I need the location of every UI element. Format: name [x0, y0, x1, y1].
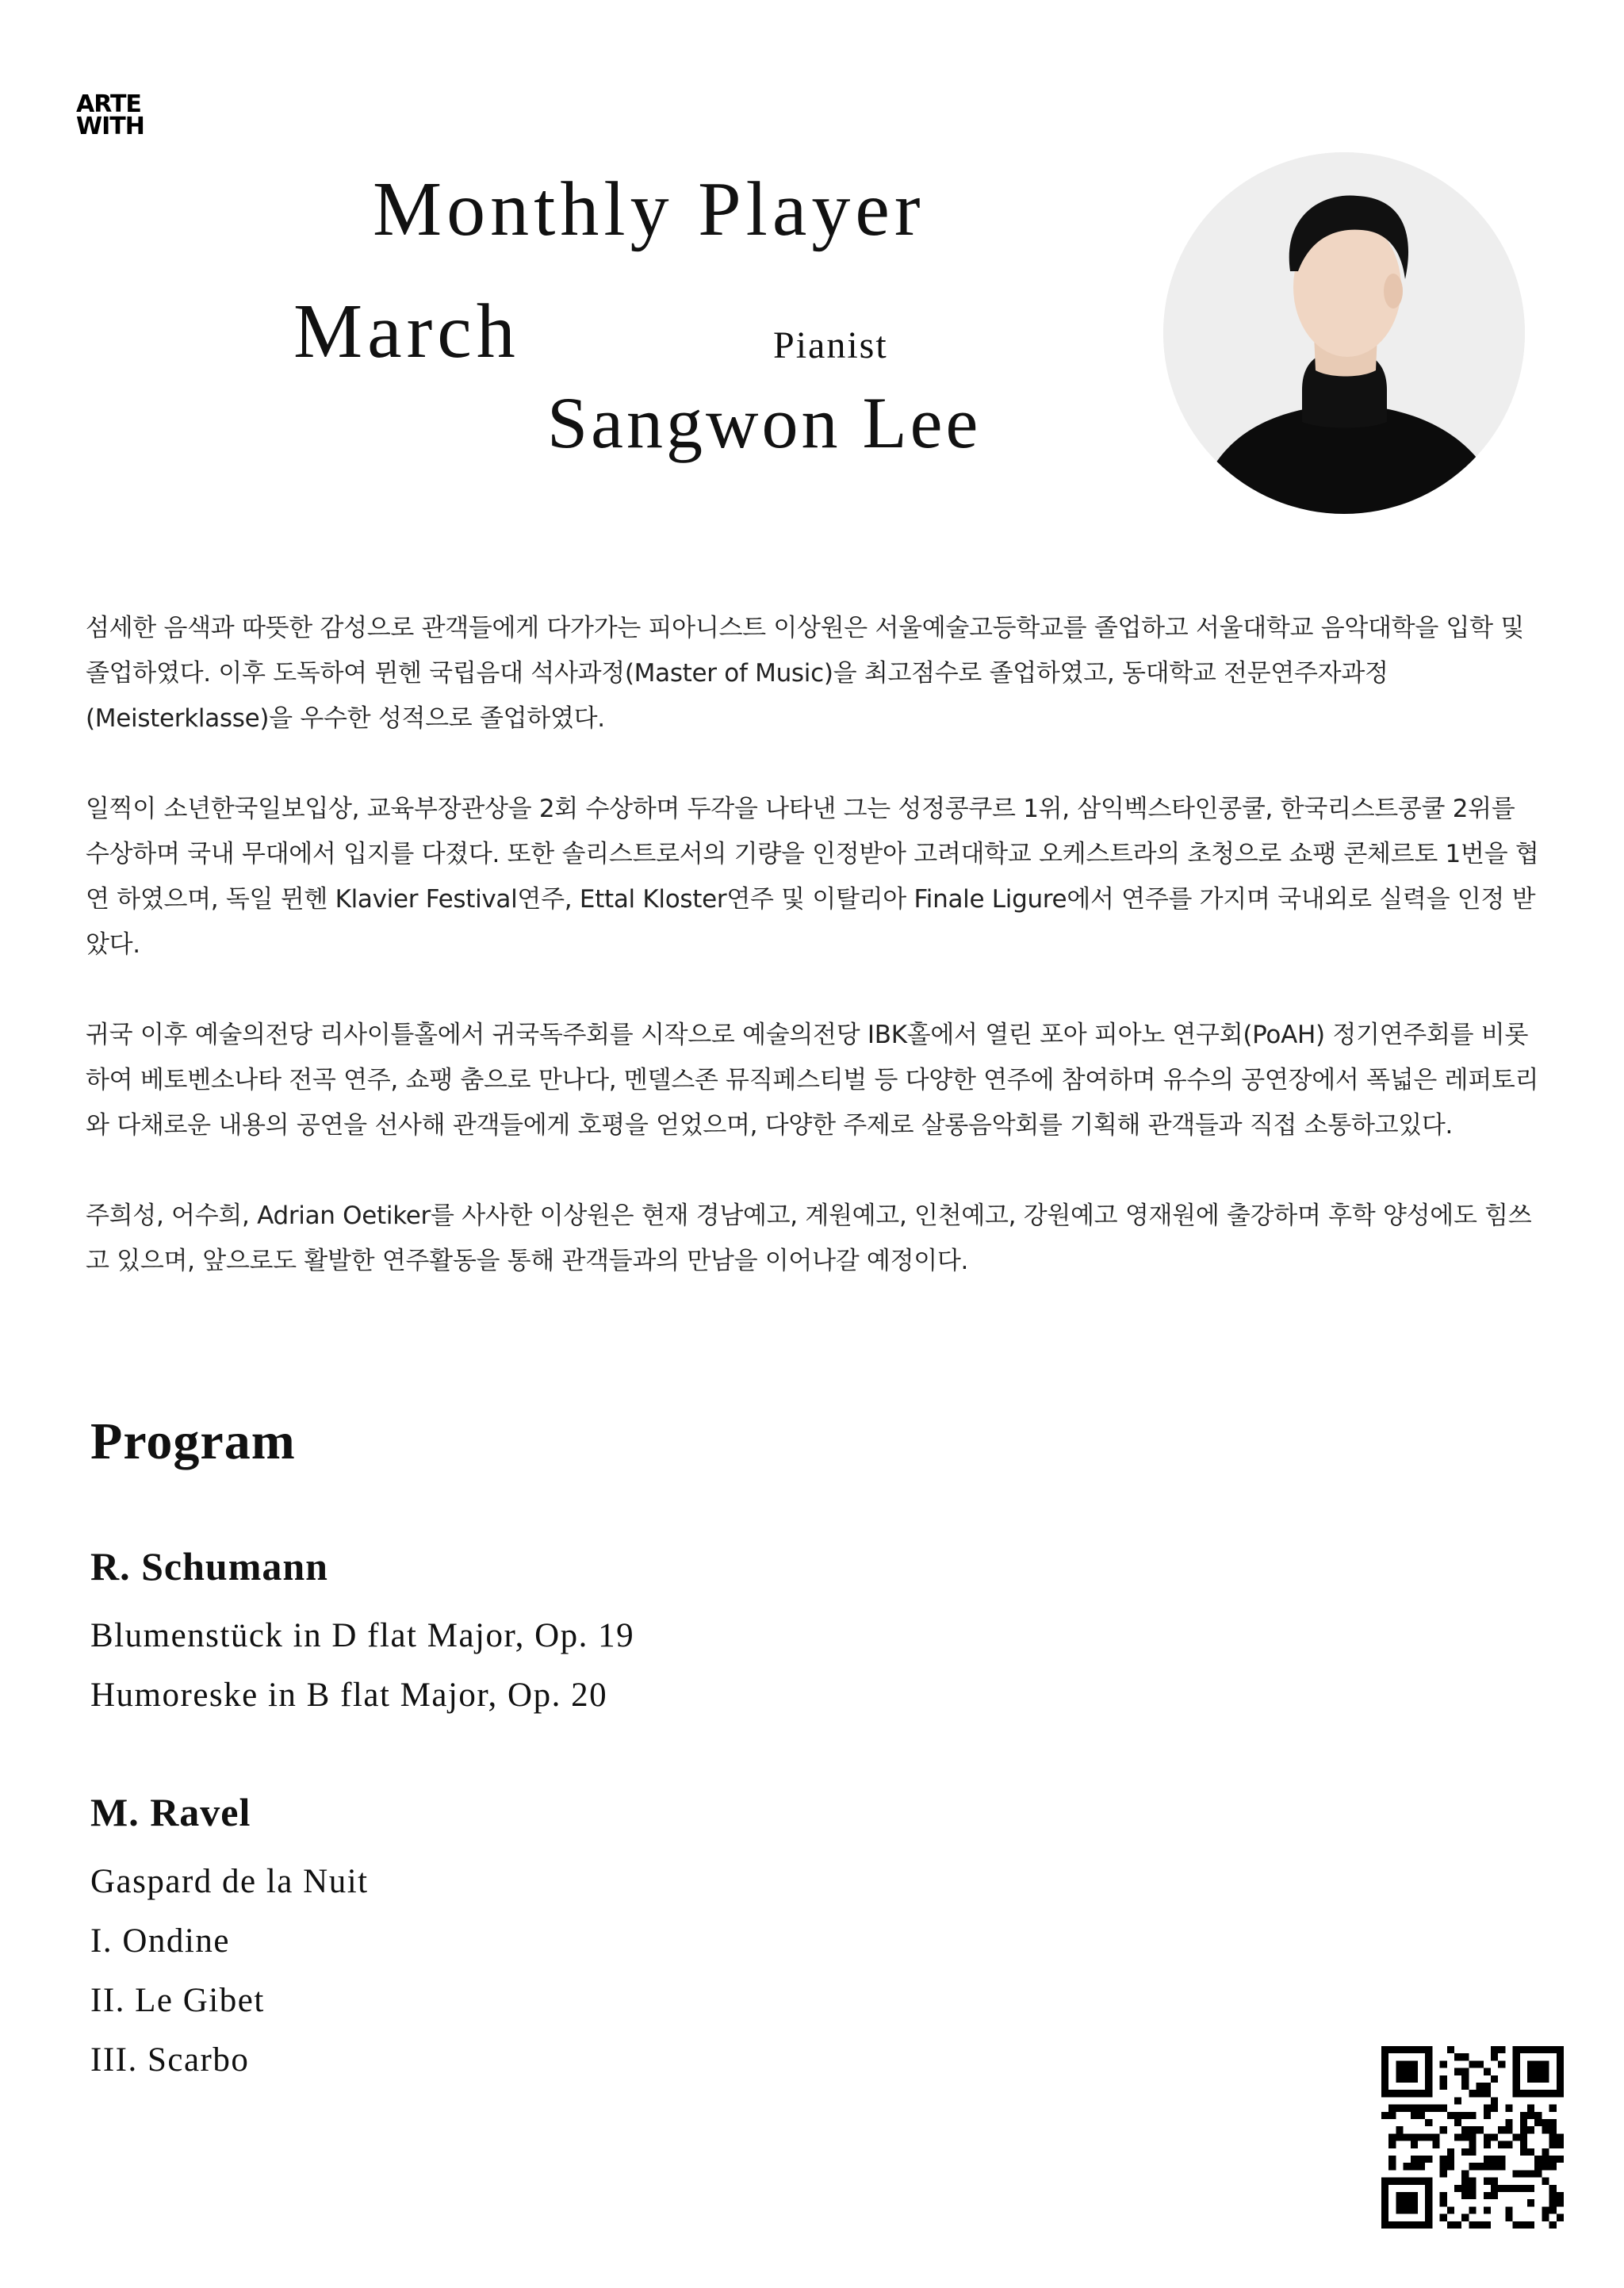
composer-name: M. Ravel — [90, 1790, 251, 1834]
composer-block-schumann — [90, 1535, 1121, 1725]
composer-name: R. Schumann — [90, 1544, 328, 1589]
bio-paragraph: 주희성, 어수희, Adrian Oetiker를 사사한 이상원은 현재 경남예고, 계원예고, 인천예고, 강원예고 영재원에 출강하며 후학 양성에도 힘쓰고 있으며, 앞으로도 활발한 연주활동을 통해 관객들과의 만남을 이어나갈 예정이다. — [86, 1201, 1532, 1275]
program-work: I. Ondine — [90, 1922, 230, 1960]
logo-line-2: WITH — [76, 113, 144, 140]
bio-paragraph: 귀국 이후 예술의전당 리사이틀홀에서 귀국독주회를 시작으로 예술의전당 IBK홀에서 열린 포아 피아노 연구회(PoAH) 정기연주회를 비롯하여 베토벤소나타 전곡 연주, 쇼팽 춤으로 만나다, 멘델스존 뮤직페스티벌 등 다양한 연주에 참여하며 유수의 공연장에서 폭넓은 레퍼토리와 다채로운 내용의 공연을 선사해 관객들에게 호평을 얻었으며, 다양한 주제로 살롱음악회를 기획해 관객들과 직접 소통하고있다. — [86, 1021, 1539, 1140]
bio-paragraph: 일찍이 소년한국일보입상, 교육부장관상을 2회 수상하며 두각을 나타낸 그는 성정콩쿠르 1위, 삼익벡스타인콩쿨, 한국리스트콩쿨 2위를 수상하며 국내 무대에서 입지를 다졌다. 또한 솔리스트로서의 기량을 인정받아 고려대학교 오케스트라의 초청으로 쇼팽 콘체르토 1번을 협연 하였으며, 독일 뮌헨 Klavier Festival연주, Ettal Kloster연주 및 이탈리아 Finale Ligure에서 연주를 가지며 국내외로 실력을 인정 받았다. — [86, 795, 1539, 959]
role-label: Pianist — [773, 324, 888, 366]
biography — [86, 606, 1543, 1329]
program-work: III. Scarbo — [90, 2041, 250, 2079]
qr-code-icon[interactable] — [1381, 2046, 1564, 2229]
artist-name: Sangwon Lee — [547, 382, 982, 463]
program-work: Blumenstück in D flat Major, Op. 19 — [90, 1617, 635, 1654]
program-heading: Program — [90, 1412, 296, 1470]
program-list — [90, 1535, 1121, 2145]
pianist-portrait-icon — [1163, 152, 1525, 514]
month-label: March — [293, 289, 520, 374]
artewith-logo — [76, 90, 144, 140]
program-work: Humoreske in B flat Major, Op. 20 — [90, 1677, 608, 1714]
program-work: Gaspard de la Nuit — [90, 1863, 369, 1900]
page-title: Monthly Player — [373, 167, 925, 252]
program-work: II. Le Gibet — [90, 1982, 265, 2019]
bio-paragraph: 섬세한 음색과 따뜻한 감성으로 관객들에게 다가가는 피아니스트 이상원은 서울예술고등학교를 졸업하고 서울대학교 음악대학을 입학 및 졸업하였다. 이후 도독하여 뮌헨 국립음대 석사과정(Master of Music)을 최고점수로 졸업하였고, 동대학교 전문연주자과정(Meisterklasse)을 우수한 성적으로 졸업하였다. — [86, 614, 1525, 733]
logo-line-1: ARTE — [76, 90, 141, 118]
composer-block-ravel — [90, 1780, 1121, 2090]
